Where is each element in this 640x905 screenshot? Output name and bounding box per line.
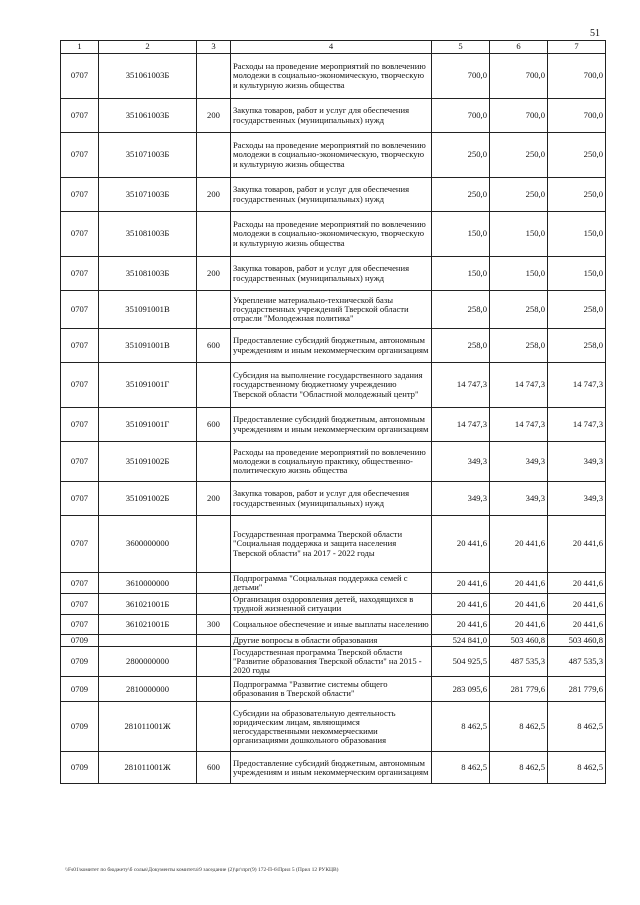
target-code-cell: 351071003Б (99, 178, 197, 212)
amount-year2-cell: 150,0 (490, 212, 548, 257)
table-row (61, 442, 606, 482)
amount-year2-cell: 281 779,6 (490, 677, 548, 702)
amount-year2-cell: 258,0 (490, 291, 548, 329)
amount-year3-cell: 250,0 (548, 133, 606, 178)
amount-year3-cell: 14 747,3 (548, 363, 606, 408)
description-cell: Подпрограмма "Развитие системы общего образования в Тверской области" (231, 677, 432, 702)
table-row (61, 594, 606, 615)
page-number: 51 (590, 28, 600, 39)
description-cell: Расходы на проведение мероприятий по вовлечению молодежи в социально-экономическую, творческую и культурную жизнь общества (231, 54, 432, 99)
amount-year1-cell: 250,0 (432, 178, 490, 212)
section-code-cell: 0707 (61, 54, 99, 99)
amount-year2-cell: 20 441,6 (490, 615, 548, 635)
expense-type-cell (197, 516, 231, 573)
table-row (61, 677, 606, 702)
table-row (61, 212, 606, 257)
section-code-cell: 0707 (61, 594, 99, 615)
header-cell: 6 (490, 41, 548, 54)
description-cell: Предоставление субсидий бюджетным, автономным учреждениям и иным некоммерческим организациям (231, 408, 432, 442)
expense-type-cell: 200 (197, 482, 231, 516)
amount-year3-cell: 8 462,5 (548, 752, 606, 784)
amount-year2-cell: 250,0 (490, 178, 548, 212)
target-code-cell: 351061003Б (99, 99, 197, 133)
description-cell: Закупка товаров, работ и услуг для обеспечения государственных (муниципальных) нужд (231, 257, 432, 291)
target-code-cell: 361021001Б (99, 615, 197, 635)
amount-year1-cell: 8 462,5 (432, 702, 490, 752)
description-cell: Закупка товаров, работ и услуг для обеспечения государственных (муниципальных) нужд (231, 482, 432, 516)
amount-year1-cell: 700,0 (432, 99, 490, 133)
amount-year3-cell: 700,0 (548, 99, 606, 133)
target-code-cell: 361021001Б (99, 594, 197, 615)
amount-year2-cell: 349,3 (490, 482, 548, 516)
amount-year3-cell: 20 441,6 (548, 573, 606, 594)
description-cell: Расходы на проведение мероприятий по вовлечению молодежи в социально-экономическую, творческую и культурную жизнь общества (231, 133, 432, 178)
amount-year3-cell: 20 441,6 (548, 615, 606, 635)
amount-year3-cell: 20 441,6 (548, 516, 606, 573)
expense-type-cell (197, 363, 231, 408)
target-code-cell: 281011001Ж (99, 702, 197, 752)
amount-year1-cell: 283 095,6 (432, 677, 490, 702)
target-code-cell: 281011001Ж (99, 752, 197, 784)
table-row (61, 291, 606, 329)
target-code-cell: 351091002Б (99, 442, 197, 482)
description-cell: Закупка товаров, работ и услуг для обеспечения государственных (муниципальных) нужд (231, 178, 432, 212)
expense-type-cell: 600 (197, 752, 231, 784)
target-code-cell: 351081003Б (99, 212, 197, 257)
amount-year2-cell: 20 441,6 (490, 594, 548, 615)
amount-year3-cell: 700,0 (548, 54, 606, 99)
expense-type-cell (197, 677, 231, 702)
amount-year1-cell: 8 462,5 (432, 752, 490, 784)
section-code-cell: 0707 (61, 212, 99, 257)
expense-type-cell (197, 647, 231, 677)
header-cell: 7 (548, 41, 606, 54)
amount-year1-cell: 258,0 (432, 329, 490, 363)
amount-year3-cell: 258,0 (548, 329, 606, 363)
amount-year3-cell: 349,3 (548, 442, 606, 482)
description-cell: Государственная программа Тверской области "Развитие образования Тверской области" на 2015 - 2020 годы (231, 647, 432, 677)
section-code-cell: 0707 (61, 257, 99, 291)
header-row (61, 41, 606, 54)
amount-year2-cell: 487 535,3 (490, 647, 548, 677)
table-row (61, 635, 606, 647)
description-cell: Укрепление материально-технической базы государственных учреждений Тверской области отрасли "Молодежная политика" (231, 291, 432, 329)
section-code-cell: 0709 (61, 752, 99, 784)
amount-year1-cell: 250,0 (432, 133, 490, 178)
expense-type-cell: 300 (197, 615, 231, 635)
target-code-cell: 351091001Г (99, 408, 197, 442)
table-row (61, 54, 606, 99)
amount-year3-cell: 503 460,8 (548, 635, 606, 647)
description-cell: Расходы на проведение мероприятий по вовлечению молодежи в социально-экономическую, творческую и культурную жизнь общества (231, 212, 432, 257)
budget-table (60, 40, 606, 784)
amount-year1-cell: 20 441,6 (432, 594, 490, 615)
amount-year2-cell: 250,0 (490, 133, 548, 178)
description-cell: Другие вопросы в области образования (231, 635, 432, 647)
header-cell: 3 (197, 41, 231, 54)
section-code-cell: 0707 (61, 615, 99, 635)
table-row (61, 363, 606, 408)
amount-year3-cell: 258,0 (548, 291, 606, 329)
section-code-cell: 0707 (61, 99, 99, 133)
amount-year1-cell: 20 441,6 (432, 516, 490, 573)
amount-year3-cell: 8 462,5 (548, 702, 606, 752)
expense-type-cell (197, 54, 231, 99)
table-row (61, 647, 606, 677)
amount-year2-cell: 8 462,5 (490, 702, 548, 752)
section-code-cell: 0707 (61, 363, 99, 408)
table-row (61, 99, 606, 133)
section-code-cell: 0709 (61, 702, 99, 752)
expense-type-cell (197, 442, 231, 482)
description-cell: Предоставление субсидий бюджетным, автономным учреждениям и иным некоммерческим организациям (231, 329, 432, 363)
target-code-cell: 351091001В (99, 329, 197, 363)
target-code-cell: 351091001В (99, 291, 197, 329)
expense-type-cell (197, 291, 231, 329)
target-code-cell: 3610000000 (99, 573, 197, 594)
amount-year1-cell: 258,0 (432, 291, 490, 329)
target-code-cell (99, 635, 197, 647)
section-code-cell: 0707 (61, 178, 99, 212)
amount-year1-cell: 700,0 (432, 54, 490, 99)
table-row (61, 702, 606, 752)
table-row (61, 573, 606, 594)
table-row (61, 329, 606, 363)
header-cell: 2 (99, 41, 197, 54)
target-code-cell: 351071003Б (99, 133, 197, 178)
expense-type-cell: 200 (197, 99, 231, 133)
amount-year2-cell: 700,0 (490, 99, 548, 133)
section-code-cell: 0709 (61, 635, 99, 647)
amount-year2-cell: 14 747,3 (490, 363, 548, 408)
amount-year1-cell: 349,3 (432, 482, 490, 516)
section-code-cell: 0709 (61, 677, 99, 702)
amount-year1-cell: 20 441,6 (432, 615, 490, 635)
amount-year1-cell: 14 747,3 (432, 408, 490, 442)
expense-type-cell (197, 594, 231, 615)
expense-type-cell: 200 (197, 257, 231, 291)
amount-year1-cell: 349,3 (432, 442, 490, 482)
header-cell: 4 (231, 41, 432, 54)
target-code-cell: 351081003Б (99, 257, 197, 291)
amount-year1-cell: 150,0 (432, 257, 490, 291)
amount-year3-cell: 250,0 (548, 178, 606, 212)
amount-year2-cell: 503 460,8 (490, 635, 548, 647)
expense-type-cell: 600 (197, 329, 231, 363)
amount-year2-cell: 20 441,6 (490, 573, 548, 594)
amount-year1-cell: 14 747,3 (432, 363, 490, 408)
header-cell: 1 (61, 41, 99, 54)
target-code-cell: 351091002Б (99, 482, 197, 516)
table-row (61, 516, 606, 573)
expense-type-cell (197, 212, 231, 257)
amount-year3-cell: 487 535,3 (548, 647, 606, 677)
amount-year2-cell: 700,0 (490, 54, 548, 99)
description-cell: Государственная программа Тверской области "Социальная поддержка и защита населения Тверской области" на 2017 - 2022 годы (231, 516, 432, 573)
description-cell: Закупка товаров, работ и услуг для обеспечения государственных (муниципальных) нужд (231, 99, 432, 133)
amount-year1-cell: 524 841,0 (432, 635, 490, 647)
target-code-cell: 351061003Б (99, 54, 197, 99)
section-code-cell: 0709 (61, 647, 99, 677)
table-row (61, 133, 606, 178)
amount-year2-cell: 14 747,3 (490, 408, 548, 442)
section-code-cell: 0707 (61, 482, 99, 516)
amount-year2-cell: 150,0 (490, 257, 548, 291)
description-cell: Подпрограмма "Социальная поддержка семей с детьми" (231, 573, 432, 594)
description-cell: Расходы на проведение мероприятий по вовлечению молодежи в социальную практику, общественно-политическую жизнь общества (231, 442, 432, 482)
target-code-cell: 3600000000 (99, 516, 197, 573)
expense-type-cell (197, 133, 231, 178)
table-row (61, 752, 606, 784)
header-cell: 5 (432, 41, 490, 54)
amount-year2-cell: 8 462,5 (490, 752, 548, 784)
section-code-cell: 0707 (61, 329, 99, 363)
target-code-cell: 2800000000 (99, 647, 197, 677)
amount-year3-cell: 20 441,6 (548, 594, 606, 615)
expense-type-cell: 600 (197, 408, 231, 442)
amount-year3-cell: 14 747,3 (548, 408, 606, 442)
amount-year3-cell: 150,0 (548, 257, 606, 291)
amount-year2-cell: 20 441,6 (490, 516, 548, 573)
description-cell: Социальное обеспечение и иные выплаты населению (231, 615, 432, 635)
amount-year3-cell: 281 779,6 (548, 677, 606, 702)
table-row (61, 408, 606, 442)
description-cell: Организация оздоровления детей, находящихся в трудной жизненной ситуации (231, 594, 432, 615)
section-code-cell: 0707 (61, 573, 99, 594)
target-code-cell: 2810000000 (99, 677, 197, 702)
file-path-footer: \\Fs01\комитет по бюджету\б сольв\Документы комитета\9 заседание (2)\рг\прг(9) 172-П-6\Прил 5 (Прил 12 РУКЦВ) (65, 867, 339, 873)
amount-year3-cell: 349,3 (548, 482, 606, 516)
section-code-cell: 0707 (61, 408, 99, 442)
section-code-cell: 0707 (61, 516, 99, 573)
description-cell: Субсидии на образовательную деятельность юридическим лицам, являющимся негосударственными некоммерческими организациями дошкольного образования (231, 702, 432, 752)
amount-year2-cell: 258,0 (490, 329, 548, 363)
amount-year3-cell: 150,0 (548, 212, 606, 257)
expense-type-cell: 200 (197, 178, 231, 212)
amount-year1-cell: 20 441,6 (432, 573, 490, 594)
expense-type-cell (197, 702, 231, 752)
description-cell: Предоставление субсидий бюджетным, автономным учреждениям и иным некоммерческим организациям (231, 752, 432, 784)
description-cell: Субсидия на выполнение государственного задания государственному бюджетному учреждению Тверской области "Областной молодежный центр" (231, 363, 432, 408)
section-code-cell: 0707 (61, 291, 99, 329)
table-row (61, 257, 606, 291)
amount-year1-cell: 504 925,5 (432, 647, 490, 677)
expense-type-cell (197, 635, 231, 647)
table-row (61, 615, 606, 635)
table-row (61, 178, 606, 212)
section-code-cell: 0707 (61, 133, 99, 178)
expense-type-cell (197, 573, 231, 594)
amount-year2-cell: 349,3 (490, 442, 548, 482)
amount-year1-cell: 150,0 (432, 212, 490, 257)
target-code-cell: 351091001Г (99, 363, 197, 408)
section-code-cell: 0707 (61, 442, 99, 482)
table-row (61, 482, 606, 516)
